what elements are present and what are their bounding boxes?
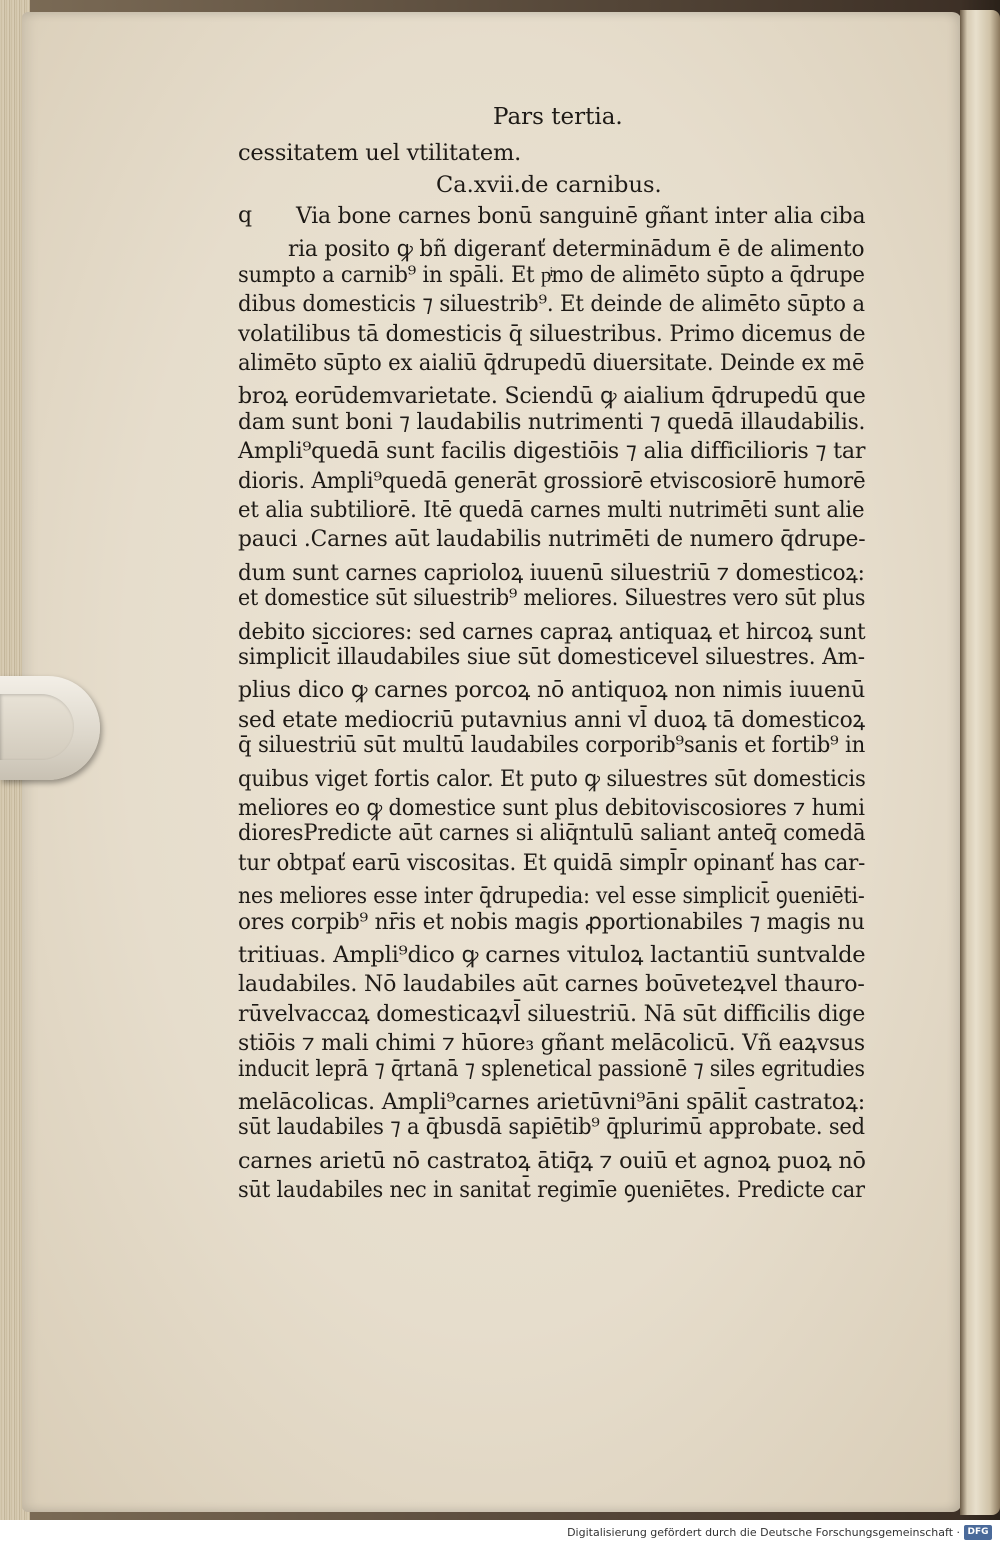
text-line: stiōis ⁊ mali chimi ⁊ hūore₃ gñant melācolicū. Vñ eaꝝvsus <box>238 1030 865 1057</box>
text-line: dioris. Ampli⁹quedā generāt grossiorē etviscosiorē humorē <box>238 467 866 494</box>
text-line: broꝝ eorūdemvarietate. Sciendū ꝙ aialium q̄drupedū que <box>238 383 866 410</box>
text-line: dum sunt carnes caprioloꝝ iuuenū siluestriū ⁊ domesticoꝝ: <box>238 559 865 586</box>
text-line: ores corpib⁹ nr̄is et nobis magis ꝓportionabiles ⁊ magis nu <box>238 908 865 935</box>
text-line: dam sunt boni ⁊ laudabilis nutrimenti ⁊ quedā illaudabilis. <box>238 408 866 435</box>
text-line: melācolicas. Ampli⁹carnes arietūvni⁹āni spālit̄ castratoꝝ: <box>238 1089 866 1115</box>
text-line: sed etate mediocriū putavnius anni vl̄ duoꝝ tā domesticoꝝ <box>238 706 865 733</box>
text-line: Via bone carnes bonū sanguinē gñant inter alia ciba <box>296 203 866 229</box>
first-line: cessitatem uel vtilitatem. <box>238 140 522 166</box>
text-line: dibus domesticis ⁊ siluestrib⁹. Et deinde de alimēto sūpto a <box>238 291 865 318</box>
text-line: et alia subtiliorē. Itē quedā carnes multi nutrimēti sunt alie <box>238 497 865 523</box>
text-line: q̄ siluestriū sūt multū laudabiles corporib⁹sanis et fortib⁹ in <box>238 732 866 759</box>
text-line: pauci .Carnes aūt laudabilis nutrimēti de numero q̄drupe- <box>238 526 866 553</box>
running-header: Pars tertia. <box>493 104 623 130</box>
text-line: inducit leprā ⁊ q̄rtanā ⁊ splenetical passionē ⁊ siles egritudies <box>238 1055 865 1082</box>
page-clip-inner <box>0 694 74 760</box>
chapter-heading: Ca.xvii.de carnibus. <box>436 172 662 198</box>
text-line: simplicit̄ illaudabiles siue sūt domesticevel siluestres. Am- <box>238 644 865 670</box>
text-line: rūvelvaccaꝝ domesticaꝝvl̄ siluestriū. Nā sūt difficilis dige <box>238 1000 866 1027</box>
text-line: sumpto a carnib⁹ in spāli. Et pͥmo de alimēto sūpto a q̄drupe <box>238 261 865 288</box>
text-line: volatilibus tā domesticis q̄ siluestribus. Primo dicemus de <box>238 320 866 347</box>
guide-letter: q <box>238 203 253 228</box>
page-clip <box>0 676 100 780</box>
text-line: nes meliores esse inter q̄drupedia: vel esse simplicit̄ ꝯueniēti- <box>238 883 865 910</box>
text-line: debito sicciores: sed carnes capraꝝ antiquaꝝ et hircoꝝ sunt <box>238 618 866 645</box>
text-line: plius dico ꝙ carnes porcoꝝ nō antiquoꝝ non nimis iuuenū <box>238 677 866 704</box>
text-line: meliores eo ꝙ domestice sunt plus debitoviscosiores ⁊ humi <box>238 795 865 821</box>
text-line: sūt laudabiles nec in sanitat̄ regimīe ꝯueniētes. Predicte car <box>238 1177 865 1204</box>
text-line: et domestice sūt siluestrib⁹ meliores. Siluestres vero sūt plus <box>238 585 866 612</box>
text-line: ria posito ꝙ bñ digeranť determinādum ē de alimento <box>288 236 865 263</box>
footer-bar <box>0 1520 1000 1547</box>
text-line: sūt laudabiles ⁊ a q̄busdā sapiētib⁹ q̄plurimū approbate. sed <box>238 1114 865 1141</box>
text-line: dioresPredicte aūt carnes si aliq̄ntulū saliant anteq̄ comedā <box>238 820 866 847</box>
book-right-edge <box>960 10 1000 1515</box>
funding-note: Digitalisierung gefördert durch die Deutsche Forschungsgemeinschaft · <box>567 1526 960 1539</box>
text-line: quibus viget fortis calor. Et puto ꝙ siluestres sūt domesticis <box>238 765 866 792</box>
text-line: alimēto sūpto ex aialiū q̄drupedū diuersitate. Deinde ex mē <box>238 350 865 376</box>
text-line: carnes arietū nō castratoꝝ ātiq̄ꝝ ⁊ ouiū et agnoꝝ puoꝝ nō <box>238 1147 866 1174</box>
text-line: laudabiles. Nō laudabiles aūt carnes boūveteꝝvel thauro- <box>238 971 865 998</box>
text-line: tritiuas. Ampli⁹dico ꝙ carnes vituloꝝ lactantiū suntvalde <box>238 942 866 968</box>
dfg-logo: DFG <box>964 1525 992 1540</box>
text-line: Ampli⁹quedā sunt facilis digestiōis ⁊ alia difficilioris ⁊ tar <box>238 438 866 465</box>
text-line: tur obtpať earū viscositas. Et quidā simpl̄r opinanť has car- <box>238 849 866 876</box>
